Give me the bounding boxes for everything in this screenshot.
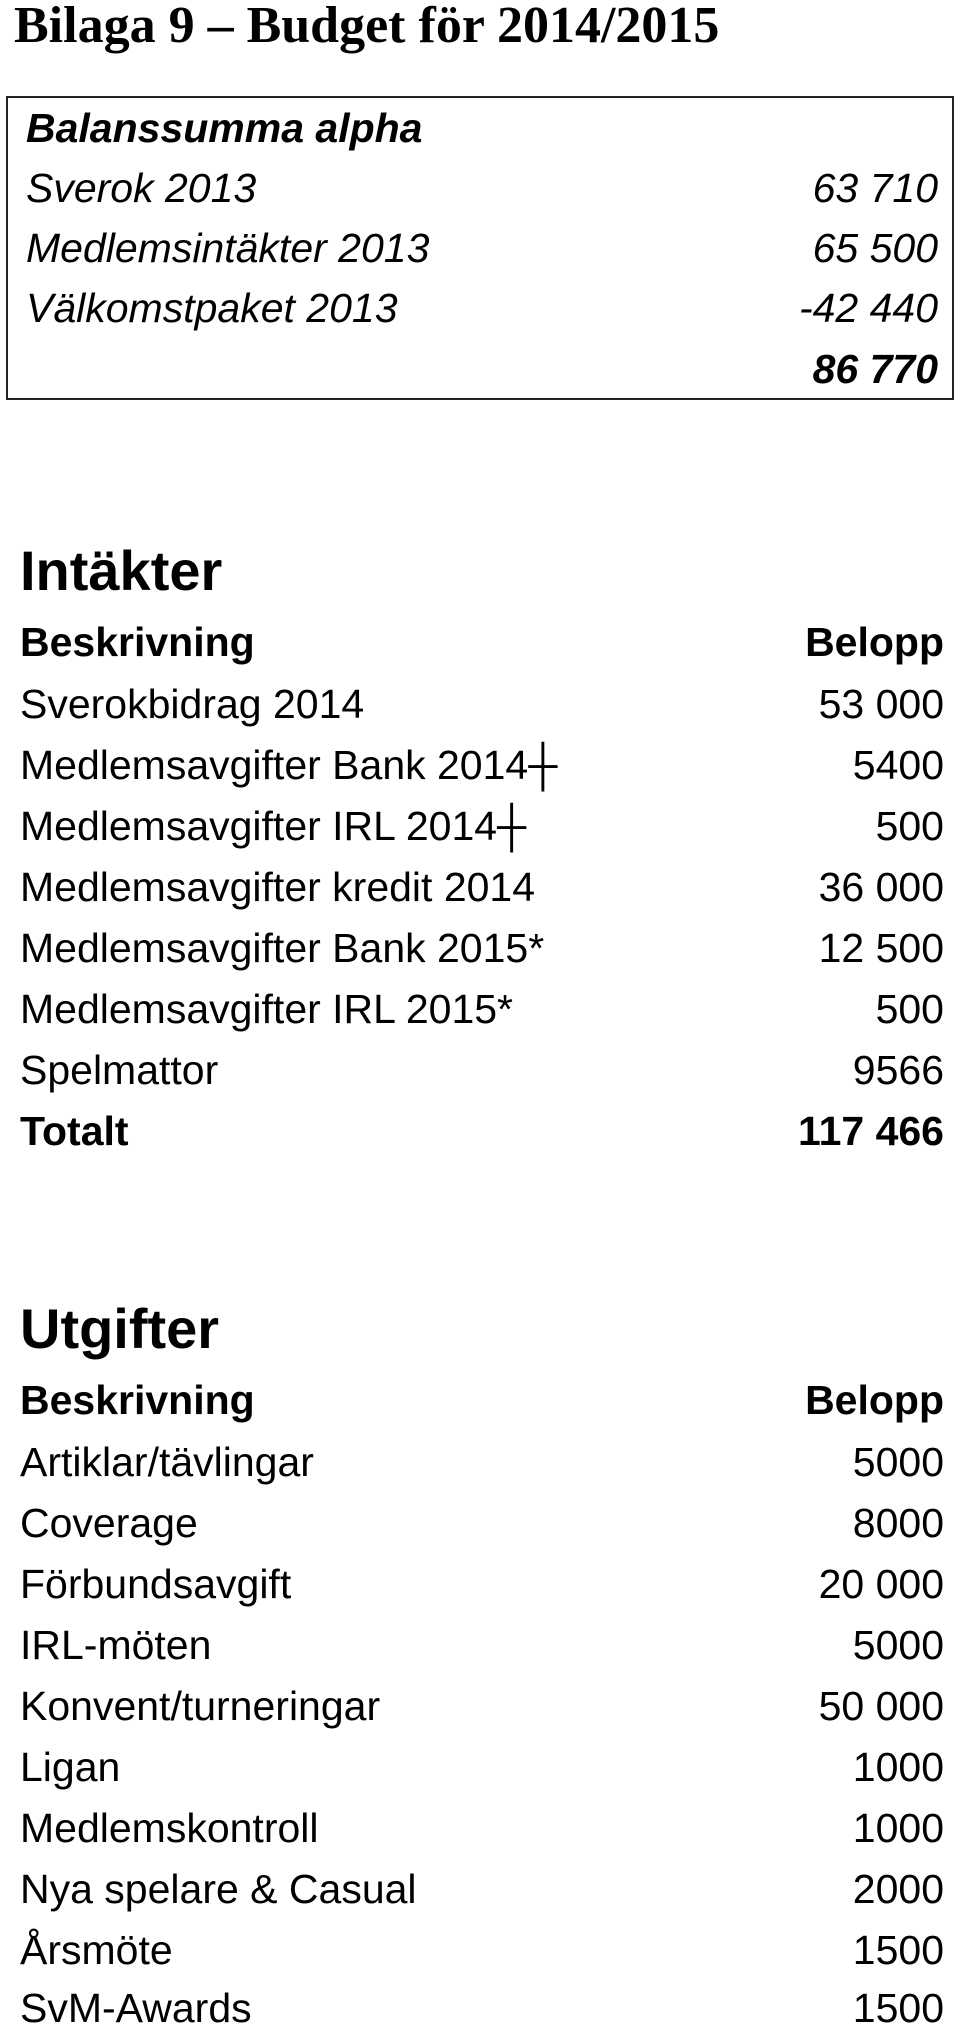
income-row-label: Medlemsavgifter IRL 2015* [20,985,514,1032]
income-row-value: 36 000 [818,863,944,910]
income-row-label: Sverokbidrag 2014 [20,680,365,727]
expense-row [20,1737,944,1797]
alpha-row-value: 65 500 [812,224,938,271]
expense-row [20,1920,944,1980]
income-row-label: Spelmattor [20,1046,219,1093]
income-row [20,735,944,795]
alpha-heading-label: Balanssumma alpha [26,104,423,151]
income-row-value: 9566 [852,1046,944,1093]
income-row-value: 500 [875,985,944,1032]
income-row [20,979,944,1039]
income-row-label: Medlemsavgifter kredit 2014 [20,863,536,910]
income-row-label: Medlemsavgifter Bank 2015* [20,924,545,971]
expense-row-value: 1500 [852,1926,944,1973]
income-row [20,857,944,917]
expenses-col-description: Beskrivning [20,1376,255,1423]
expense-row [20,1493,944,1553]
income-row-value: 5400 [852,741,944,788]
expense-row-value: 20 000 [818,1560,944,1607]
expense-row-value: 1000 [852,1804,944,1851]
expense-row [20,1859,944,1919]
alpha-row [26,219,938,277]
expense-row-label: IRL-möten [20,1621,212,1668]
expense-row-label: Årsmöte [20,1926,173,1973]
expense-row-value: 1500 [852,1985,944,2031]
income-col-description: Beskrivning [20,618,255,665]
expense-row-value: 50 000 [818,1682,944,1729]
expense-row-label: Konvent/turneringar [20,1682,381,1729]
income-row-value: 500 [875,802,944,849]
income-total-label: Totalt [20,1107,129,1154]
income-row [20,796,944,856]
income-total-row [20,1101,944,1161]
alpha-heading [26,99,938,157]
expense-row-label: Coverage [20,1499,198,1546]
expense-row-label: Förbundsavgift [20,1560,292,1607]
expense-row-label: Medlemskontroll [20,1804,319,1851]
document-title: Bilaga 9 – Budget för 2014/2015 [14,0,720,54]
income-row-label: Medlemsavgifter IRL 2014 [20,802,498,849]
expense-row [20,1676,944,1736]
footnote-mark: ┼ [497,802,527,849]
alpha-row-label: Medlemsintäkter 2013 [26,224,430,271]
expense-row [20,1981,944,2033]
alpha-balance-box [6,96,954,400]
alpha-row [26,279,938,337]
expense-row-label: Ligan [20,1743,121,1790]
income-total-value: 117 466 [798,1107,944,1154]
income-row-value: 53 000 [818,680,944,727]
footnote-mark: ┼ [528,741,558,788]
income-row [20,674,944,734]
expense-row-value: 5000 [852,1621,944,1668]
income-row-label: Medlemsavgifter Bank 2014 [20,741,529,788]
alpha-row-label: Sverok 2013 [26,164,257,211]
expense-row [20,1798,944,1858]
expense-row-value: 8000 [852,1499,944,1546]
alpha-sum-value: 86 770 [812,345,938,392]
income-row [20,1040,944,1100]
expenses-header-row [20,1370,944,1430]
alpha-sum-row [26,340,938,398]
expense-row-value: 5000 [852,1438,944,1485]
income-row-value: 12 500 [818,924,944,971]
expense-row [20,1432,944,1492]
expense-row [20,1615,944,1675]
alpha-row-label: Välkomstpaket 2013 [26,284,398,331]
expenses-col-amount: Belopp [805,1376,944,1423]
expenses-section-title: Utgifter [20,1297,220,1360]
expense-row-label: Nya spelare & Casual [20,1865,417,1912]
expense-row-value: 2000 [852,1865,944,1912]
expense-row-label: Artiklar/tävlingar [20,1438,314,1485]
expense-row-label: SvM-Awards [20,1985,252,2031]
alpha-row-value: -42 440 [798,284,938,331]
expense-row [20,1554,944,1614]
income-section-title: Intäkter [20,539,223,602]
income-header-row [20,612,944,672]
expense-row-value: 1000 [852,1743,944,1790]
alpha-row-value: 63 710 [812,164,938,211]
income-col-amount: Belopp [805,618,944,665]
alpha-row [26,159,938,217]
income-row [20,918,944,978]
